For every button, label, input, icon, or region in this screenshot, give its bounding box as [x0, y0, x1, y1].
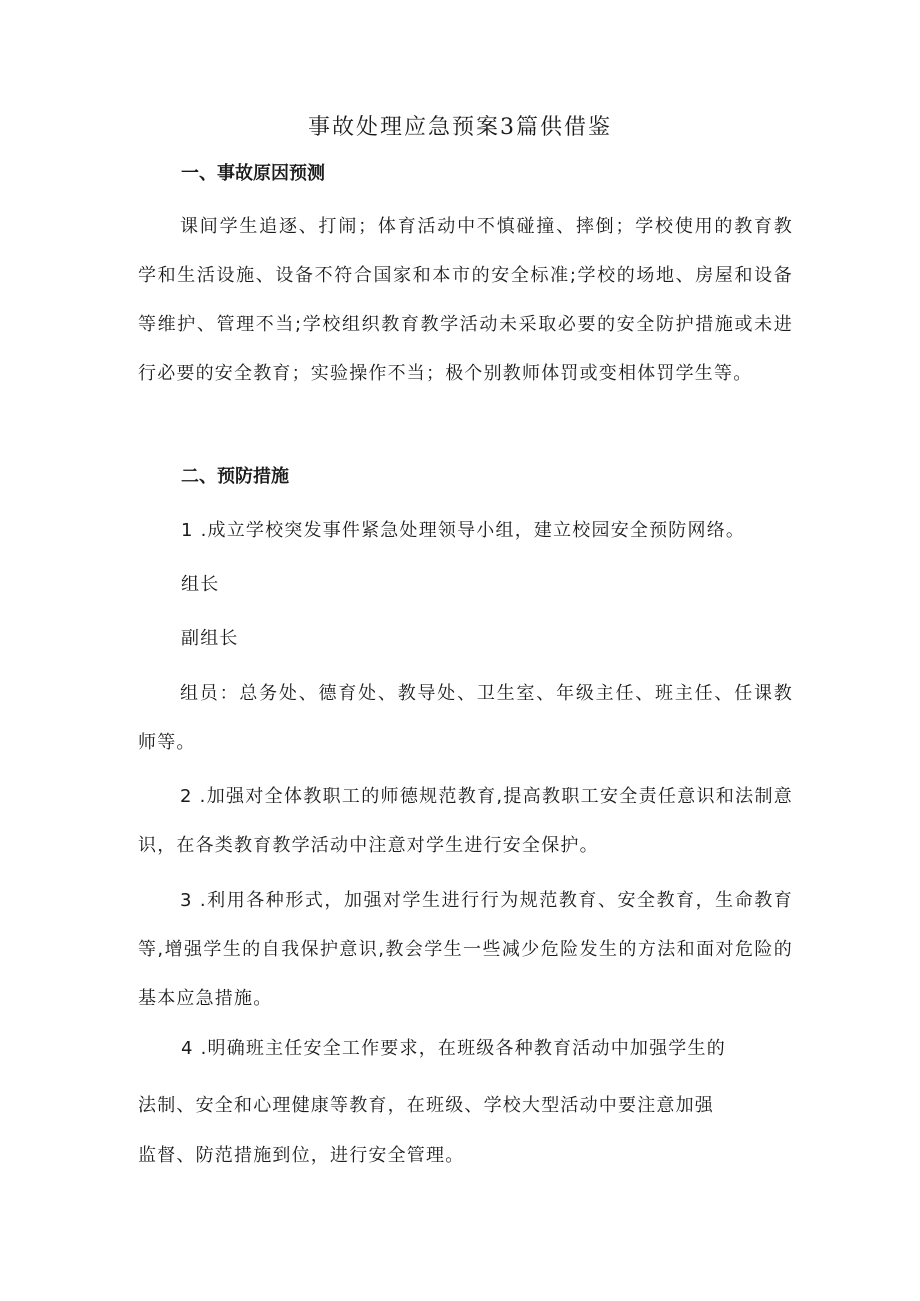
section-heading-prevention: 二、预防措施	[181, 466, 289, 487]
prevention-item-3: 3 .利用各种形式，加强对学生进行行为规范教育、安全教育，生命教育等,增强学生的自我保护意识,教会学生一些减少危险发生的方法和面对危险的基本应急措施。	[138, 890, 793, 1009]
prevention-item-2: 2 .加强对全体教职工的师德规范教育,提高教职工安全责任意识和法制意识，在各类教育教学活动中注意对学生进行安全保护。	[138, 786, 793, 856]
document-title: 事故处理应急预案3篇供借鉴	[308, 115, 612, 140]
deputy-leader-label: 副组长	[181, 628, 239, 649]
section-heading-accident-causes: 一、事故原因预测	[181, 163, 325, 184]
prevention-item-4-line-3: 监督、防范措施到位，进行安全管理。	[138, 1145, 465, 1166]
prevention-item-4-line-1: 4 .明确班主任安全工作要求，在班级各种教育活动中加强学生的	[181, 1038, 726, 1059]
paragraph-accident-causes: 课间学生追逐、打闹；体育活动中不慎碰撞、摔倒；学校使用的教育教学和生活设施、设备不符合国家和本市的安全标准;学校的场地、房屋和设备等维护、管理不当;学校组织教育教学活动未采取必要的安全防护措施或未进行必要的安全教育；实验操作不当；极个别教师体罚或变相体罚学生等。	[138, 216, 793, 384]
prevention-item-4-line-2: 法制、安全和心理健康等教育，在班级、学校大型活动中要注意加强	[138, 1095, 714, 1116]
team-leader-label: 组长	[181, 574, 220, 595]
prevention-item-1: 1 .成立学校突发事件紧急处理领导小组，建立校园安全预防网络。	[181, 520, 746, 541]
team-members-paragraph: 组员：总务处、德育处、教导处、卫生室、年级主任、班主任、任课教师等。	[138, 683, 793, 753]
